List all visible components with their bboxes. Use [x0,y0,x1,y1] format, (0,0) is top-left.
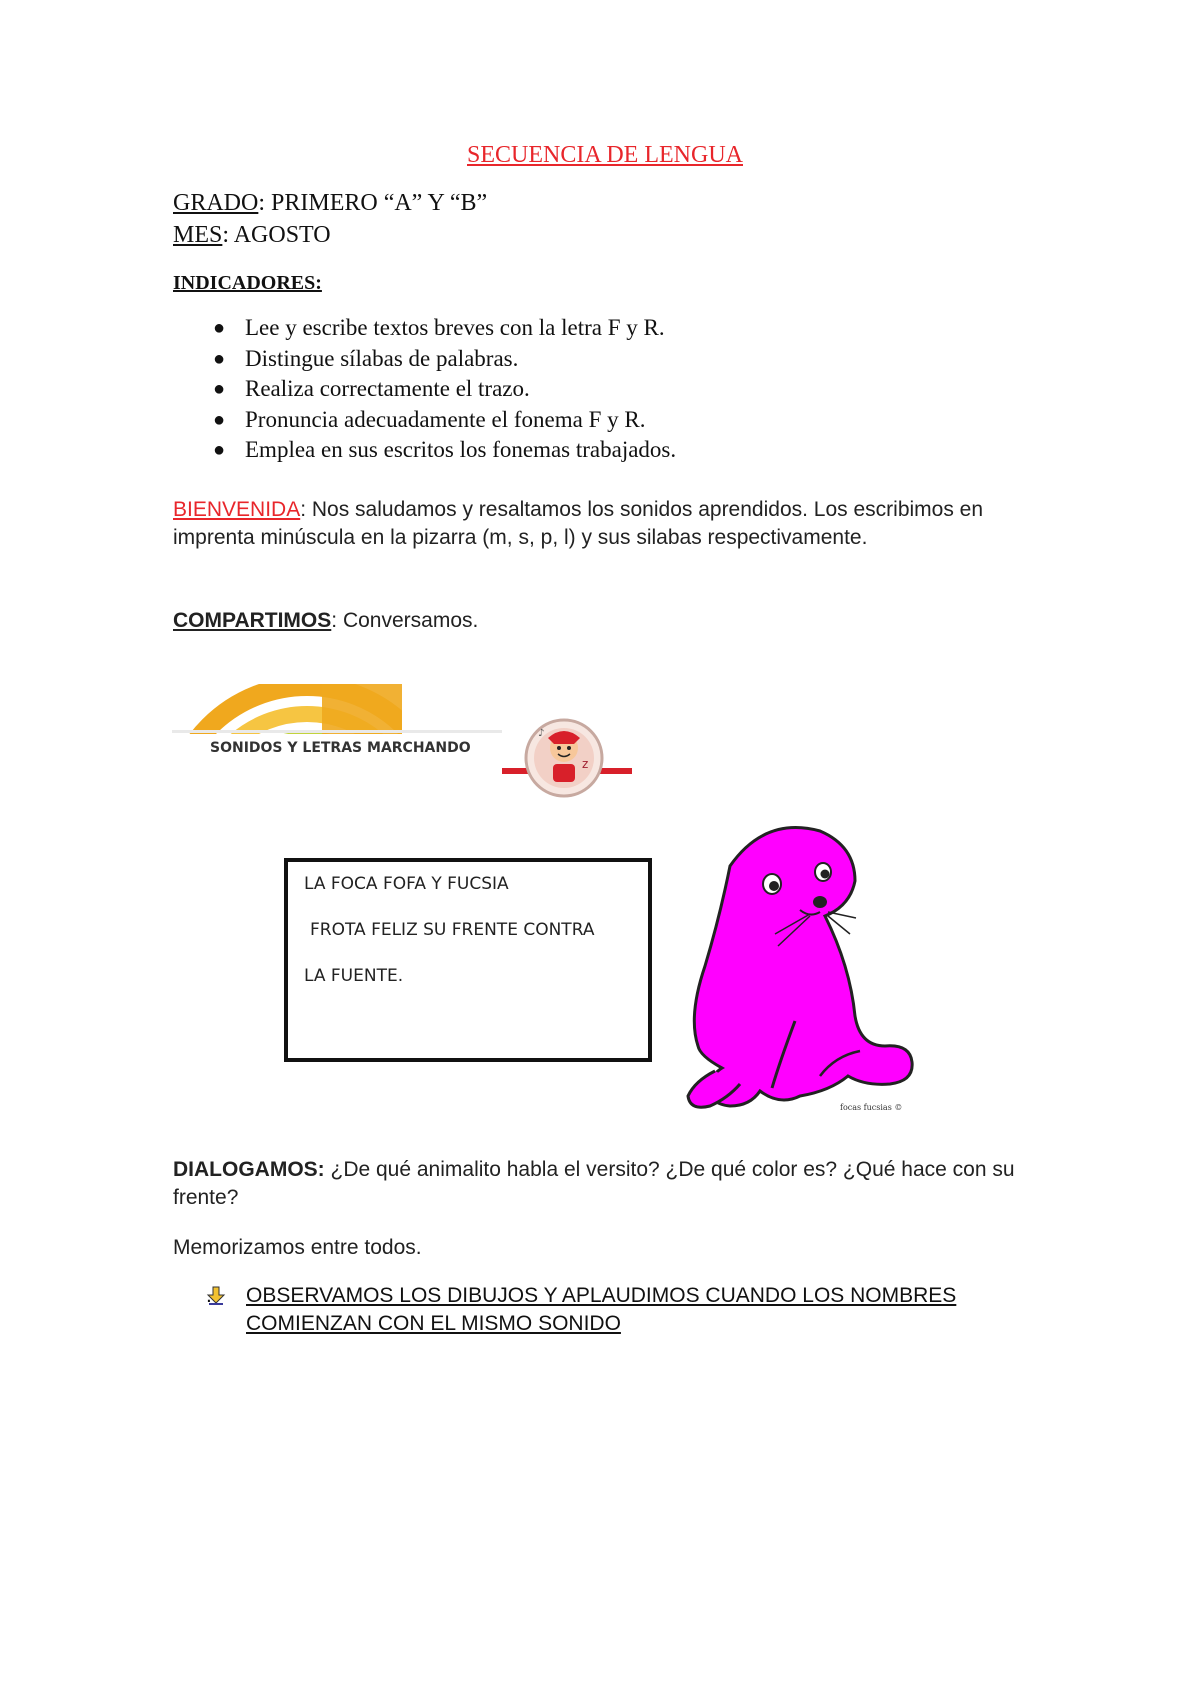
svg-text:♪: ♪ [538,728,545,739]
list-item: ● Pronuncia adecuadamente el fonema F y R. [173,405,676,436]
list-item: ● Lee y escribe textos breves con la letra F y R. [173,313,676,344]
bullet-icon: ● [213,439,226,461]
compartimos-text: : Conversamos. [331,609,479,632]
compartimos-label: COMPARTIMOS [173,609,332,632]
seal-illustration [660,806,950,1126]
seal-caption: focas fucsias © [840,1103,903,1112]
svg-text:z: z [582,757,589,771]
observamos-text: OBSERVAMOS LOS DIBUJOS Y APLAUDIMOS CUANDO LOS NOMBRES COMIENZAN CON EL MISMO SONIDO [246,1284,957,1335]
indicadores-list [173,313,676,466]
bienvenida-label: BIENVENIDA [173,498,301,521]
bienvenida-paragraph [173,496,1033,552]
list-item: ● Distingue sílabas de palabras. [173,344,676,375]
clown-icon [526,720,602,796]
page-title: SECUENCIA DE LENGUA [467,142,743,168]
grado-label: GRADO [173,190,259,216]
bullet-icon: ● [213,378,226,400]
banner-text: SONIDOS Y LETRAS MARCHANDO [210,740,471,756]
dialogamos-text: ¿De qué animalito habla el versito? ¿De qué color es? ¿Qué hace con su frente? [173,1158,1015,1209]
poem-box [284,858,652,1062]
memorizamos-line: Memorizamos entre todos. [173,1236,422,1259]
mes-label: MES [173,222,223,248]
grado-value: : PRIMERO “A” Y “B” [258,190,488,216]
indicadores-title: INDICADORES: [173,272,322,294]
bullet-icon: ● [213,408,226,431]
grado-line [173,190,487,217]
document-page: SECUENCIA DE LENGUA GRADO: PRIMERO “A” Y “B” MES: AGOSTO INDICADORES: ● Lee y escribe textos breves con la letra F y R. ● Distingue sílabas de palabras. ● Realiza correctamente el trazo. ● Pronuncia adecuadamente el fonema F y R. ● Emplea en sus escritos los fonemas trabajados. BIENVENIDA: Nos saludamos y resaltamos los sonidos aprendidos. Los escribimos en imprenta minúscula en la pizarra (m, s, p, l) y sus silabas respectivamente. COMPARTIMOS: Conversamos. SONIDOS Y LETRAS MARCHANDO z ♪ LA FOCA FOFA Y FUCSIA FROTA FELIZ SU FRENTE CONTRA LA FUENTE. focas fucsias © DIALOGAMOS: ¿De qué animalito habla el versito? ¿De qué color es? ¿Qué hace con su frente? Memorizamos entre todos. OBSERVAMOS LOS DIBUJOS Y APLAUDIMOS CUANDO LOS NOMBRES COMIENZAN CON EL MISMO SONIDO . [0,0,1200,1696]
bullet-icon: ● [213,317,226,339]
poem-line: FROTA FELIZ SU FRENTE CONTRA [310,920,595,940]
poem-line: LA FUENTE. [304,966,404,986]
list-item: ● Realiza correctamente el trazo. [173,374,676,405]
bullet-icon: ● [213,347,226,370]
dialogamos-paragraph [173,1156,1033,1212]
compartimos-paragraph [173,607,1033,635]
bienvenida-text: : Nos saludamos y resaltamos los sonidos aprendidos. Los escribimos en imprenta minúscula en la pizarra (m, s, p, l) y sus silabas respectivamente. [173,498,984,549]
dialogamos-label: DIALOGAMOS: [173,1158,325,1181]
poem-line: LA FOCA FOFA Y FUCSIA [304,874,509,894]
mes-line [173,222,331,249]
mes-value: : AGOSTO [222,222,331,248]
sonidos-banner [172,684,652,804]
list-item: ● Emplea en sus escritos los fonemas trabajados. [173,435,676,466]
